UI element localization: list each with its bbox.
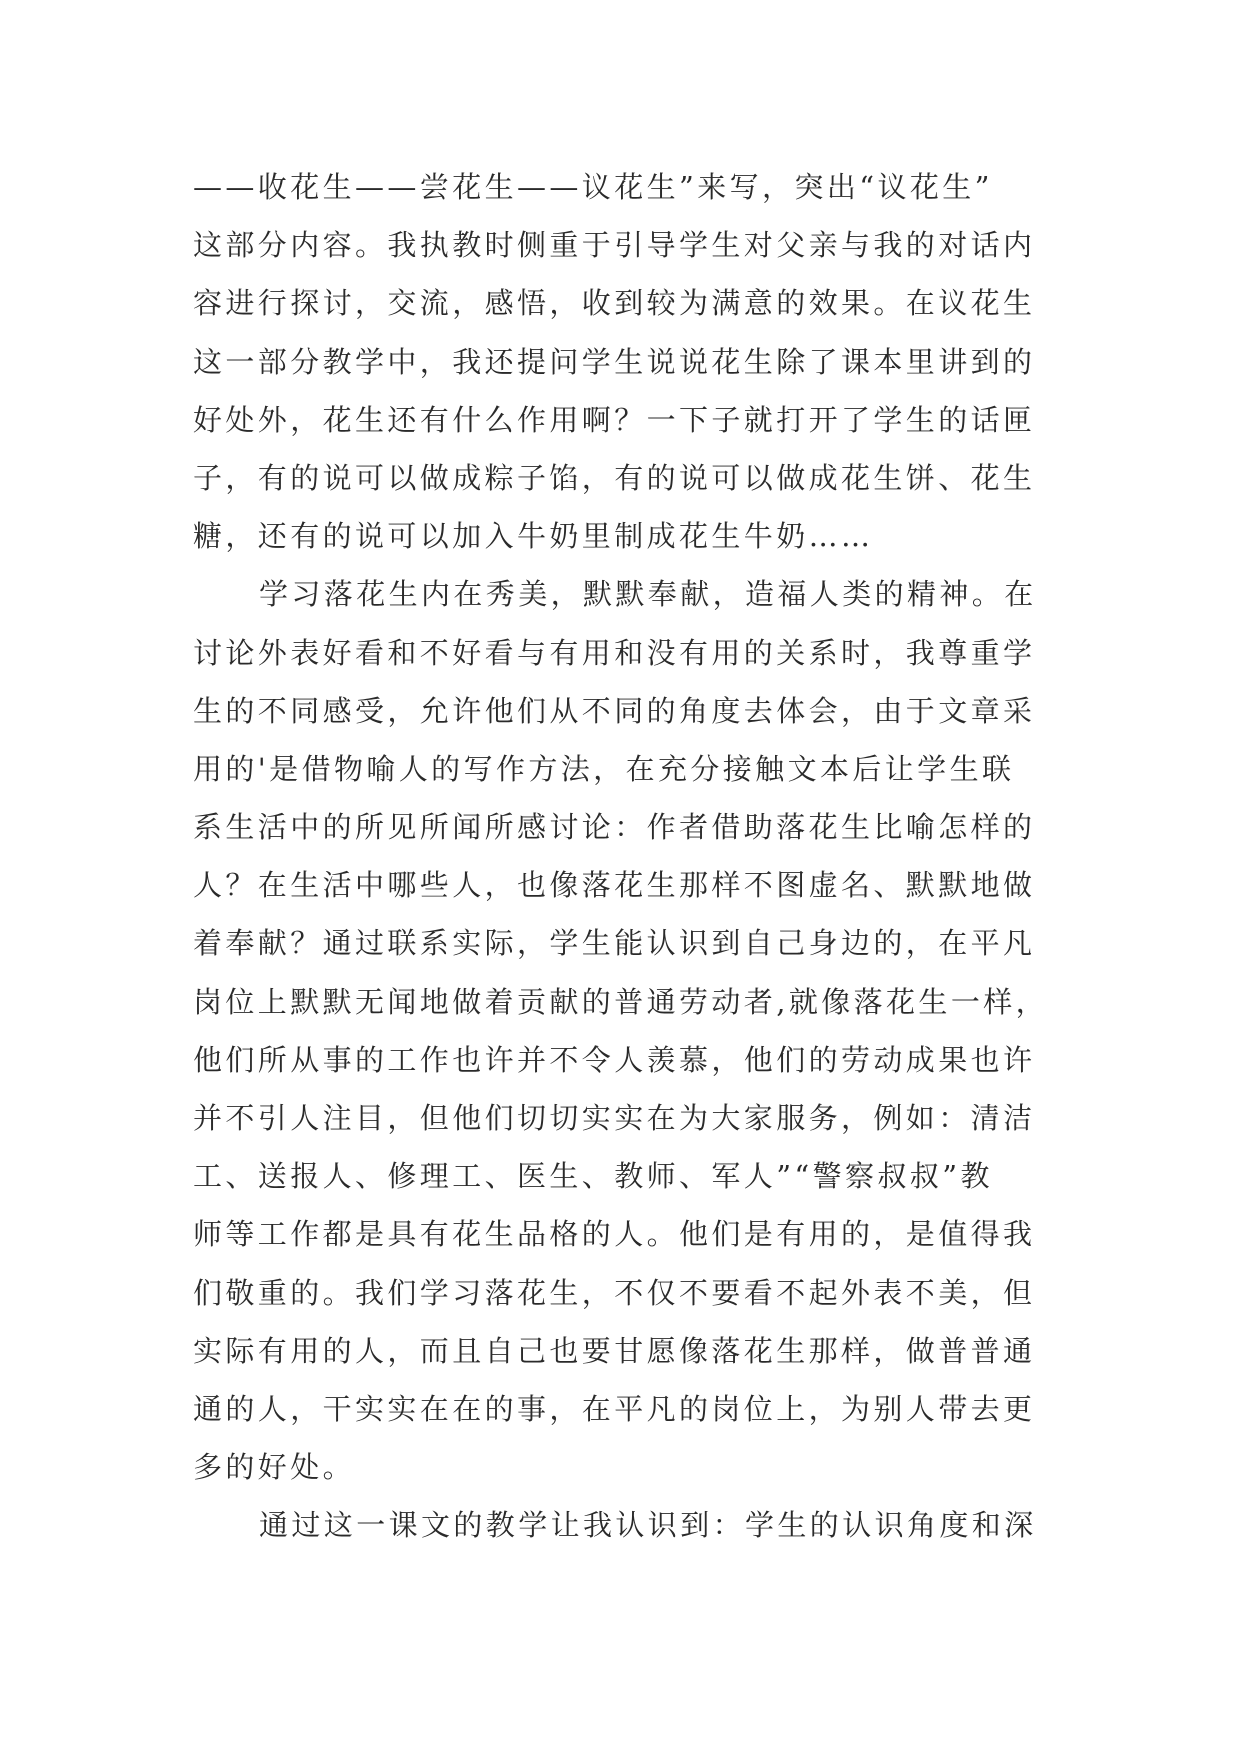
text-line: 学习落花生内在秀美，默默奉献，造福人类的精神。在 xyxy=(259,577,1037,612)
text-line: 通过这一课文的教学让我认识到：学生的认识角度和深 xyxy=(259,1508,1037,1543)
text-line: 多的好处。 xyxy=(193,1450,356,1485)
text-line: 人？在生活中哪些人，也像落花生那样不图虚名、默默地做 xyxy=(193,868,1036,903)
text-line: 通的人，干实实在在的事，在平凡的岗位上，为别人带去更 xyxy=(193,1391,1036,1426)
text-line: 师等工作都是具有花生品格的人。他们是有用的，是值得我 xyxy=(193,1217,1036,1252)
text-line: 他们所从事的工作也许并不令人羡慕，他们的劳动成果也许 xyxy=(193,1042,1036,1077)
paragraph xyxy=(193,158,1053,565)
text-line: 糖，还有的说可以加入牛奶里制成花生牛奶…… xyxy=(193,519,874,554)
text-line: 好处外，花生还有什么作用啊？一下子就打开了学生的话匣 xyxy=(193,402,1036,437)
text-line: 实际有用的人，而且自己也要甘愿像落花生那样，做普普通 xyxy=(193,1333,1036,1368)
text-line: 岗位上默默无闻地做着贡献的普通劳动者,就像落花生一样， xyxy=(193,984,1049,1019)
paragraph xyxy=(193,1496,1053,1554)
text-line: 生的不同感受，允许他们从不同的角度去体会，由于文章采 xyxy=(193,693,1036,728)
text-line: 容进行探讨，交流，感悟，收到较为满意的效果。在议花生 xyxy=(193,286,1036,321)
paragraph xyxy=(193,565,1053,1496)
text-line: 这一部分教学中，我还提问学生说说花生除了课本里讲到的 xyxy=(193,344,1036,379)
text-line: 着奉献？通过联系实际，学生能认识到自己身边的，在平凡 xyxy=(193,926,1036,961)
text-line: 用的'是借物喻人的写作方法，在充分接触文本后让学生联 xyxy=(193,751,1015,786)
text-line: 们敬重的。我们学习落花生，不仅不要看不起外表不美，但 xyxy=(193,1275,1036,1310)
text-line: 子，有的说可以做成粽子馅，有的说可以做成花生饼、花生 xyxy=(193,460,1036,495)
text-line: ——收花生——尝花生——议花生”来写，突出“议花生” xyxy=(193,170,993,204)
text-line: 系生活中的所见所闻所感讨论：作者借助落花生比喻怎样的 xyxy=(193,810,1036,845)
text-line: 讨论外表好看和不好看与有用和没有用的关系时，我尊重学 xyxy=(193,635,1036,670)
text-line: 工、送报人、修理工、医生、教师、军人”“警察叔叔”教 xyxy=(193,1159,993,1194)
body-text xyxy=(193,158,1053,1555)
text-line: 并不引人注目，但他们切切实实在为大家服务，例如：清洁 xyxy=(193,1101,1036,1135)
text-line: 这部分内容。我执教时侧重于引导学生对父亲与我的对话内 xyxy=(193,228,1036,263)
